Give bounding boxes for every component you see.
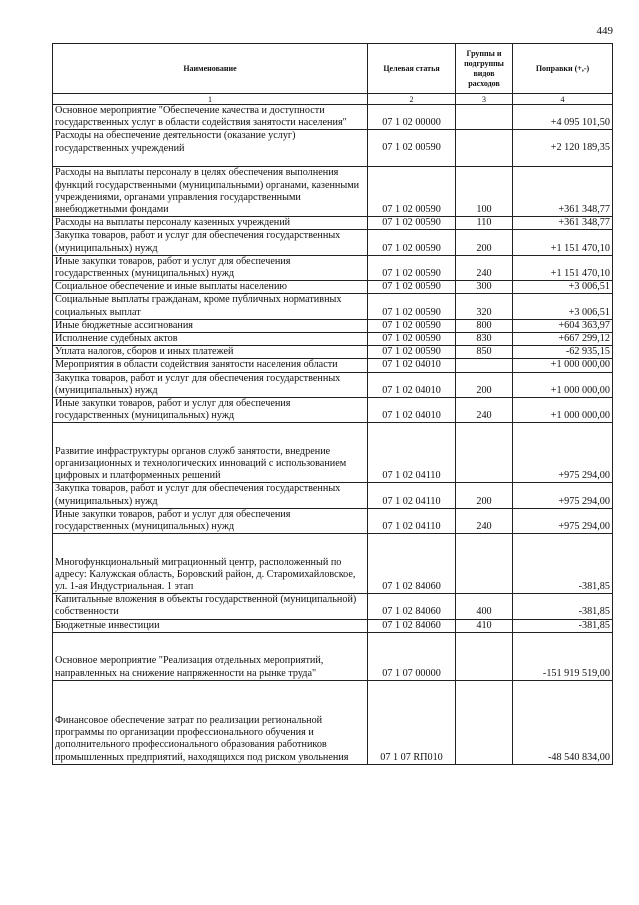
row-code: 07 1 02 00590 <box>368 217 456 230</box>
row-amount: +4 095 101,50 <box>513 105 613 130</box>
row-group: 200 <box>456 230 513 255</box>
row-amount: +1 000 000,00 <box>513 359 613 372</box>
row-amount: +3 006,51 <box>513 281 613 294</box>
row-group <box>456 105 513 130</box>
row-code: 07 1 02 04110 <box>368 483 456 508</box>
row-group: 400 <box>456 594 513 619</box>
row-code: 07 1 02 00000 <box>368 105 456 130</box>
row-name: Закупка товаров, работ и услуг для обеспечения государственных (муниципальных) нужд <box>53 483 368 508</box>
table-row <box>53 423 613 483</box>
row-amount: -151 919 519,00 <box>513 632 613 680</box>
table-row <box>53 105 613 130</box>
row-amount: +1 000 000,00 <box>513 372 613 397</box>
row-name: Основное мероприятие "Реализация отдельных мероприятий, направленных на снижение напряженности на рынке труда" <box>53 632 368 680</box>
row-amount: +2 120 189,35 <box>513 130 613 167</box>
row-name: Иные закупки товаров, работ и услуг для обеспечения государственных (муниципальных) нужд <box>53 508 368 533</box>
row-code: 07 1 02 04010 <box>368 398 456 423</box>
table-row <box>53 632 613 680</box>
row-code: 07 1 02 04110 <box>368 423 456 483</box>
page-number: 449 <box>596 25 613 37</box>
table-row <box>53 619 613 632</box>
table-row <box>53 508 613 533</box>
row-group: 410 <box>456 619 513 632</box>
row-code: 07 1 02 00590 <box>368 281 456 294</box>
row-amount: +1 151 470,10 <box>513 230 613 255</box>
table-row <box>53 594 613 619</box>
row-group: 200 <box>456 483 513 508</box>
column-number: 1 <box>53 94 368 105</box>
row-group <box>456 632 513 680</box>
row-code: 07 1 02 00590 <box>368 230 456 255</box>
row-code: 07 1 02 00590 <box>368 319 456 332</box>
row-code: 07 1 02 04110 <box>368 508 456 533</box>
column-number: 4 <box>513 94 613 105</box>
row-group: 200 <box>456 372 513 397</box>
row-name: Иные бюджетные ассигнования <box>53 319 368 332</box>
row-group: 110 <box>456 217 513 230</box>
column-number: 2 <box>368 94 456 105</box>
row-amount: +1 000 000,00 <box>513 398 613 423</box>
row-amount: +604 363,97 <box>513 319 613 332</box>
row-group: 240 <box>456 508 513 533</box>
row-group <box>456 130 513 167</box>
table-row <box>53 398 613 423</box>
header-name: Наименование <box>53 44 368 94</box>
row-name: Расходы на выплаты персоналу в целях обеспечения выполнения функций государственными (муниципальными) органами, казенными учреждениями, органами управления государственными внебюджетными фондами <box>53 167 368 217</box>
row-name: Развитие инфраструктуры органов служб занятости, внедрение организационных и технологических инноваций с использованием цифровых и платформенных решений <box>53 423 368 483</box>
row-group <box>456 680 513 764</box>
row-amount: +975 294,00 <box>513 483 613 508</box>
row-amount: +361 348,77 <box>513 167 613 217</box>
row-name: Финансовое обеспечение затрат по реализации региональной программы по организации профессионального обучения и дополнительного профессионального образования работников промышленных предприятий, находящихся под риском увольнения <box>53 680 368 764</box>
table-row <box>53 680 613 764</box>
row-name: Закупка товаров, работ и услуг для обеспечения государственных (муниципальных) нужд <box>53 372 368 397</box>
table-row <box>53 230 613 255</box>
table-row <box>53 255 613 280</box>
row-amount: +361 348,77 <box>513 217 613 230</box>
table-row <box>53 372 613 397</box>
row-code: 07 1 02 84060 <box>368 594 456 619</box>
table-row <box>53 359 613 372</box>
row-amount: -62 935,15 <box>513 346 613 359</box>
table-row <box>53 167 613 217</box>
column-number: 3 <box>456 94 513 105</box>
column-number-row <box>53 94 613 105</box>
row-group: 100 <box>456 167 513 217</box>
row-group: 320 <box>456 294 513 319</box>
row-name: Исполнение судебных актов <box>53 333 368 346</box>
table-row <box>53 130 613 167</box>
row-name: Закупка товаров, работ и услуг для обеспечения государственных (муниципальных) нужд <box>53 230 368 255</box>
row-group: 850 <box>456 346 513 359</box>
row-group: 300 <box>456 281 513 294</box>
row-name: Капитальные вложения в объекты государственной (муниципальной) собственности <box>53 594 368 619</box>
row-amount: -381,85 <box>513 594 613 619</box>
row-name: Иные закупки товаров, работ и услуг для обеспечения государственных (муниципальных) нужд <box>53 255 368 280</box>
amendments-table <box>52 43 613 765</box>
row-code: 07 1 02 00590 <box>368 294 456 319</box>
row-code: 07 1 02 04010 <box>368 372 456 397</box>
row-code: 07 1 02 00590 <box>368 130 456 167</box>
table-row <box>53 346 613 359</box>
row-name: Многофункциональный миграционный центр, расположенный по адресу: Калужская область, Боровский район, д. Старомихайловское, ул. 1-ая Индустриальная. 1 этап <box>53 534 368 594</box>
row-code: 07 1 07 RП010 <box>368 680 456 764</box>
row-name: Иные закупки товаров, работ и услуг для обеспечения государственных (муниципальных) нужд <box>53 398 368 423</box>
row-code: 07 1 02 00590 <box>368 333 456 346</box>
row-amount: +975 294,00 <box>513 508 613 533</box>
header-row <box>53 44 613 94</box>
row-name: Бюджетные инвестиции <box>53 619 368 632</box>
row-code: 07 1 02 00590 <box>368 255 456 280</box>
row-group <box>456 359 513 372</box>
table-row <box>53 294 613 319</box>
table-row <box>53 217 613 230</box>
row-amount: -381,85 <box>513 534 613 594</box>
table-row <box>53 281 613 294</box>
table-row <box>53 333 613 346</box>
row-name: Социальное обеспечение и иные выплаты населению <box>53 281 368 294</box>
row-amount: +667 299,12 <box>513 333 613 346</box>
header-amendments: Поправки (+,-) <box>513 44 613 94</box>
table-row <box>53 483 613 508</box>
row-amount: -381,85 <box>513 619 613 632</box>
row-group: 240 <box>456 255 513 280</box>
row-amount: -48 540 834,00 <box>513 680 613 764</box>
row-group: 240 <box>456 398 513 423</box>
header-groups: Группы и подгруппы видов расходов <box>456 44 513 94</box>
row-code: 07 1 02 00590 <box>368 167 456 217</box>
row-group <box>456 423 513 483</box>
row-amount: +3 006,51 <box>513 294 613 319</box>
row-name: Расходы на выплаты персоналу казенных учреждений <box>53 217 368 230</box>
row-group: 800 <box>456 319 513 332</box>
table-row <box>53 319 613 332</box>
row-name: Социальные выплаты гражданам, кроме публичных нормативных социальных выплат <box>53 294 368 319</box>
row-code: 07 1 02 84060 <box>368 534 456 594</box>
row-name: Основное мероприятие "Обеспечение качества и доступности государственных услуг в области содействия занятости населения" <box>53 105 368 130</box>
row-code: 07 1 02 84060 <box>368 619 456 632</box>
row-name: Расходы на обеспечение деятельности (оказание услуг) государственных учреждений <box>53 130 368 167</box>
row-name: Уплата налогов, сборов и иных платежей <box>53 346 368 359</box>
row-name: Мероприятия в области содействия занятости населения области <box>53 359 368 372</box>
row-group: 830 <box>456 333 513 346</box>
row-code: 07 1 07 00000 <box>368 632 456 680</box>
table-row <box>53 534 613 594</box>
row-code: 07 1 02 00590 <box>368 346 456 359</box>
row-amount: +1 151 470,10 <box>513 255 613 280</box>
row-amount: +975 294,00 <box>513 423 613 483</box>
row-group <box>456 534 513 594</box>
header-target: Целевая статья <box>368 44 456 94</box>
row-code: 07 1 02 04010 <box>368 359 456 372</box>
